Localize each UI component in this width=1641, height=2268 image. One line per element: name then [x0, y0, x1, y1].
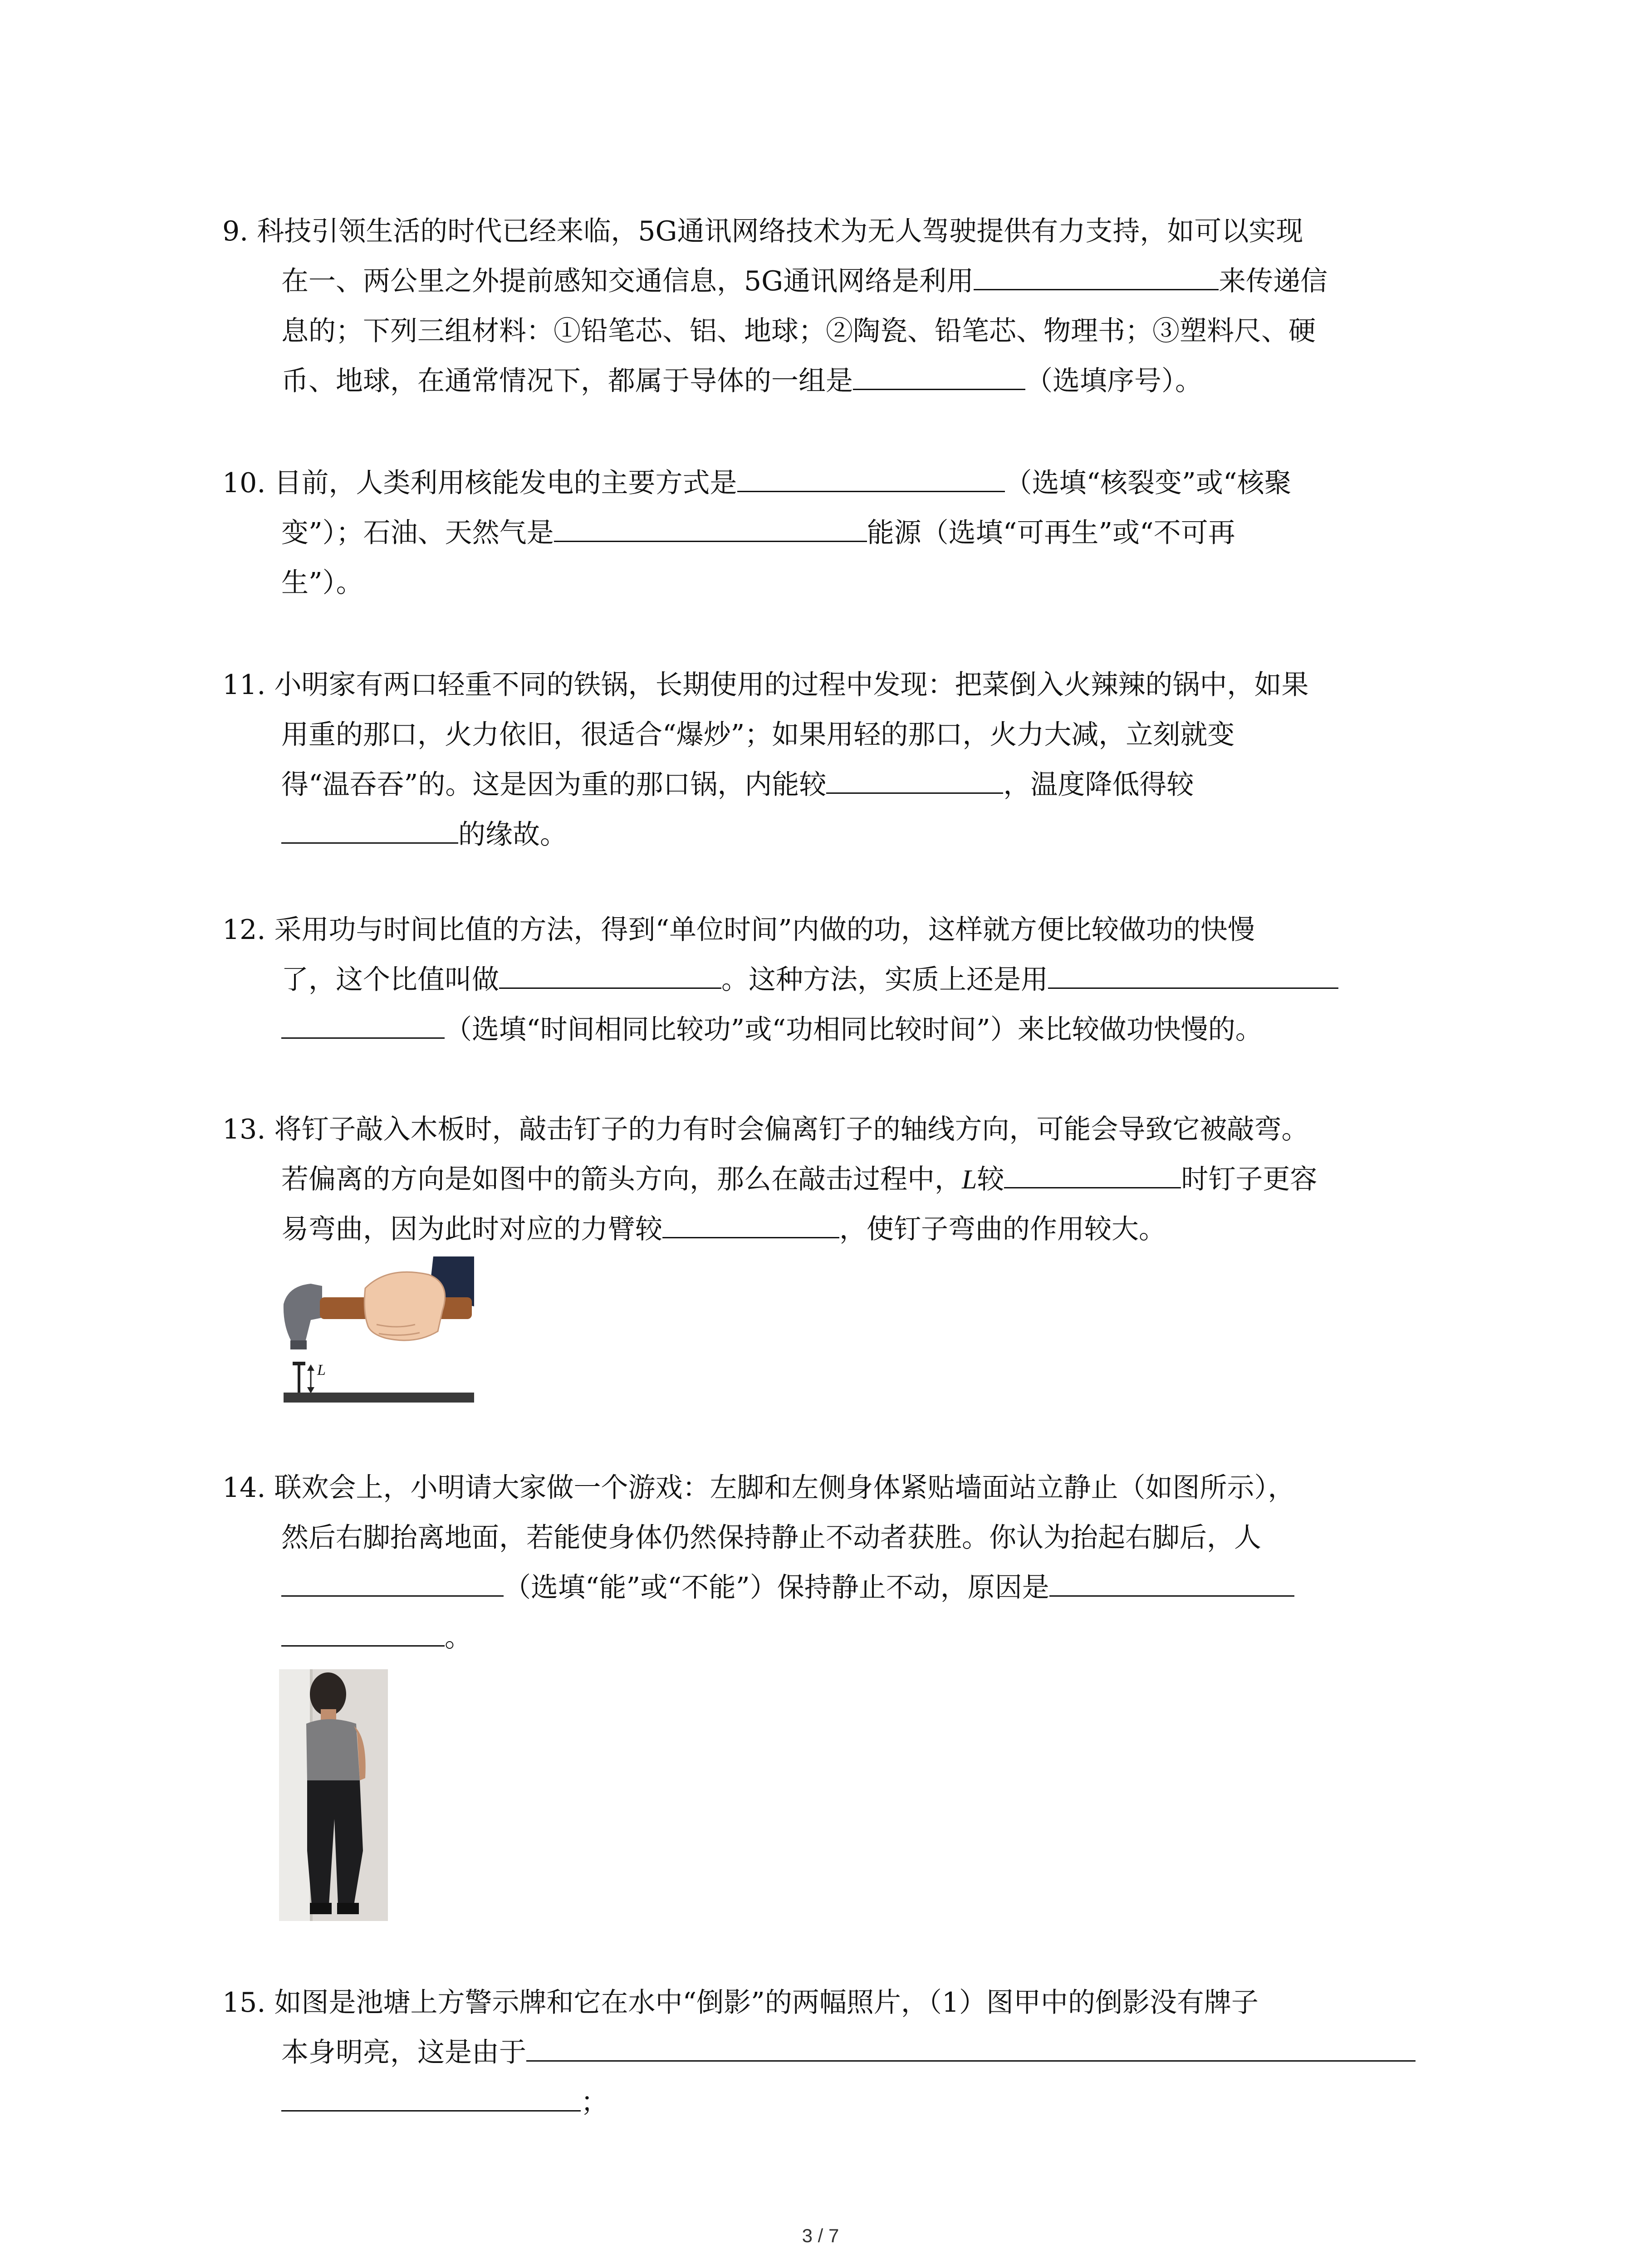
q13-text-3a: 易弯曲，因为此时对应的力臂较 — [281, 1213, 662, 1245]
q10-text-2a: 变”）；石油、天然气是 — [281, 517, 554, 549]
q14-line-4 — [281, 1613, 472, 1662]
q10-text-1a: 10. 目前，人类利用核能发电的主要方式是 — [222, 467, 737, 499]
q14-line-2: 然后右脚抬离地面，若能使身体仍然保持静止不动者获胜。你认为抬起右脚后，人 — [281, 1522, 1261, 1554]
q15-line-3 — [281, 2077, 608, 2127]
q14-blank-1[interactable] — [281, 1566, 504, 1597]
q10-blank-1[interactable] — [737, 462, 1005, 492]
q14-blank-2b[interactable] — [281, 1616, 445, 1647]
q14-text-4: 。 — [445, 1622, 472, 1653]
q13-text-3b: ，使钉子弯曲的作用较大。 — [839, 1213, 1166, 1245]
q15-text-2: 本身明亮，这是由于 — [281, 2037, 526, 2068]
hammer-face — [290, 1340, 307, 1349]
q10-line-1 — [222, 458, 1292, 508]
figure-label-l: L — [317, 1362, 326, 1378]
page-number: 3 / 7 — [802, 2225, 839, 2246]
q14-text-3: （选填“能”或“不能”）保持静止不动，原因是 — [504, 1572, 1049, 1603]
q15-line-2 — [281, 2028, 1416, 2077]
wall-strip — [279, 1669, 311, 1921]
nail-head — [293, 1362, 305, 1365]
q11-blank-2[interactable] — [281, 813, 458, 844]
hammer-head — [284, 1284, 322, 1347]
q12-blank-2a[interactable] — [1048, 958, 1338, 989]
left-shoe — [310, 1903, 332, 1914]
trousers — [307, 1780, 363, 1905]
q12-line-1: 12. 采用功与时间比值的方法，得到“单位时间”内做的功，这样就方便比较做功的快慢 — [222, 914, 1255, 946]
q9-text-4a: 币、地球，在通常情况下，都属于导体的一组是 — [281, 365, 853, 397]
q11-text-3b: ，温度降低得较 — [1003, 769, 1194, 801]
q10-text-1b: （选填“核裂变”或“核聚 — [1004, 467, 1292, 499]
person-against-wall-photo — [279, 1669, 388, 1921]
hand-shape — [364, 1272, 445, 1340]
q10-blank-2[interactable] — [554, 512, 867, 542]
q9-text-4b: （选填序号）。 — [1025, 365, 1202, 397]
q9-blank-1[interactable] — [974, 260, 1219, 290]
hammer-nail-figure — [279, 1256, 483, 1429]
q11-text-4: 的缘故。 — [458, 819, 567, 850]
q14-blank-2a[interactable] — [1049, 1566, 1294, 1597]
q15-line-1: 15. 如图是池塘上方警示牌和它在水中“倒影”的两幅照片，（1）图甲中的倒影没有牌子 — [222, 1987, 1259, 2019]
q9-line-1: 9. 科技引领生活的时代已经来临，5G通讯网络技术为无人驾驶提供有力支持，如可以实现 — [222, 215, 1303, 247]
q12-text-3: （选填“时间相同比较功”或“功相同比较时间”）来比较做功快慢的。 — [445, 1014, 1263, 1046]
wood-board — [284, 1393, 474, 1403]
q11-line-1: 11. 小明家有两口轻重不同的铁锅，长期使用的过程中发现：把菜倒入火辣辣的锅中，如果 — [222, 669, 1309, 701]
q13-blank-1[interactable] — [1004, 1158, 1181, 1188]
q12-line-2 — [281, 955, 1338, 1005]
q9-text-2b: 来传递信 — [1219, 265, 1328, 297]
q10-text-2b: 能源（选填“可再生”或“不可再 — [867, 517, 1235, 549]
q9-line-2 — [281, 256, 1327, 306]
q12-text-2b: 。这种方法，实质上还是用 — [721, 964, 1048, 996]
q11-line-2: 用重的那口，火力依旧，很适合“爆炒”；如果用轻的那口，火力大减，立刻就变 — [281, 719, 1235, 751]
q13-text-2b: 较 — [977, 1163, 1004, 1195]
q14-line-3 — [281, 1563, 1294, 1613]
q13-blank-2[interactable] — [662, 1208, 839, 1238]
person-icon — [279, 1669, 388, 1921]
q9-line-3: 息的；下列三组材料：①铅笔芯、铝、地球；②陶瓷、铅笔芯、物理书；③塑料尺、硬 — [281, 315, 1316, 347]
right-shoe — [337, 1903, 359, 1914]
arrow-up-icon — [307, 1364, 314, 1371]
q11-line-4 — [281, 810, 567, 860]
q9-text-2a: 在一、两公里之外提前感知交通信息，5G通讯网络是利用 — [281, 265, 974, 297]
q12-blank-2b[interactable] — [281, 1008, 445, 1039]
q12-blank-1[interactable] — [499, 958, 721, 989]
q13-text-2c: 时钉子更容 — [1181, 1163, 1318, 1195]
tank-top — [306, 1719, 360, 1784]
q9-line-4 — [281, 356, 1202, 406]
q15-blank-1a[interactable] — [526, 2031, 1416, 2062]
hammer-icon — [279, 1256, 483, 1429]
q11-line-3 — [281, 760, 1194, 810]
q14-line-1: 14. 联欢会上，小明请大家做一个游戏：左脚和左侧身体紧贴墙面站立静止（如图所示）， — [222, 1472, 1295, 1504]
q10-line-2 — [281, 508, 1235, 558]
q13-line-1: 13. 将钉子敲入木板时，敲击钉子的力有时会偏离钉子的轴线方向，可能会导致它被敲弯。 — [222, 1114, 1309, 1145]
q13-line-2 — [281, 1154, 1317, 1204]
q9-blank-2[interactable] — [853, 360, 1025, 390]
arrow-down-icon — [307, 1387, 314, 1393]
q11-text-3a: 得“温吞吞”的。这是因为重的那口锅，内能较 — [281, 769, 827, 801]
q15-blank-1b[interactable] — [281, 2081, 581, 2112]
q12-line-3 — [281, 1005, 1263, 1055]
q10-line-3: 生”）。 — [281, 567, 363, 599]
q15-text-3: ； — [581, 2087, 608, 2118]
q13-text-2a: 若偏离的方向是如图中的箭头方向，那么在敲击过程中， — [281, 1163, 962, 1195]
q13-line-3 — [281, 1204, 1166, 1254]
q13-symbol-l: L — [962, 1164, 977, 1194]
q11-blank-1[interactable] — [826, 763, 1003, 794]
q12-text-2a: 了，这个比值叫做 — [281, 964, 499, 996]
